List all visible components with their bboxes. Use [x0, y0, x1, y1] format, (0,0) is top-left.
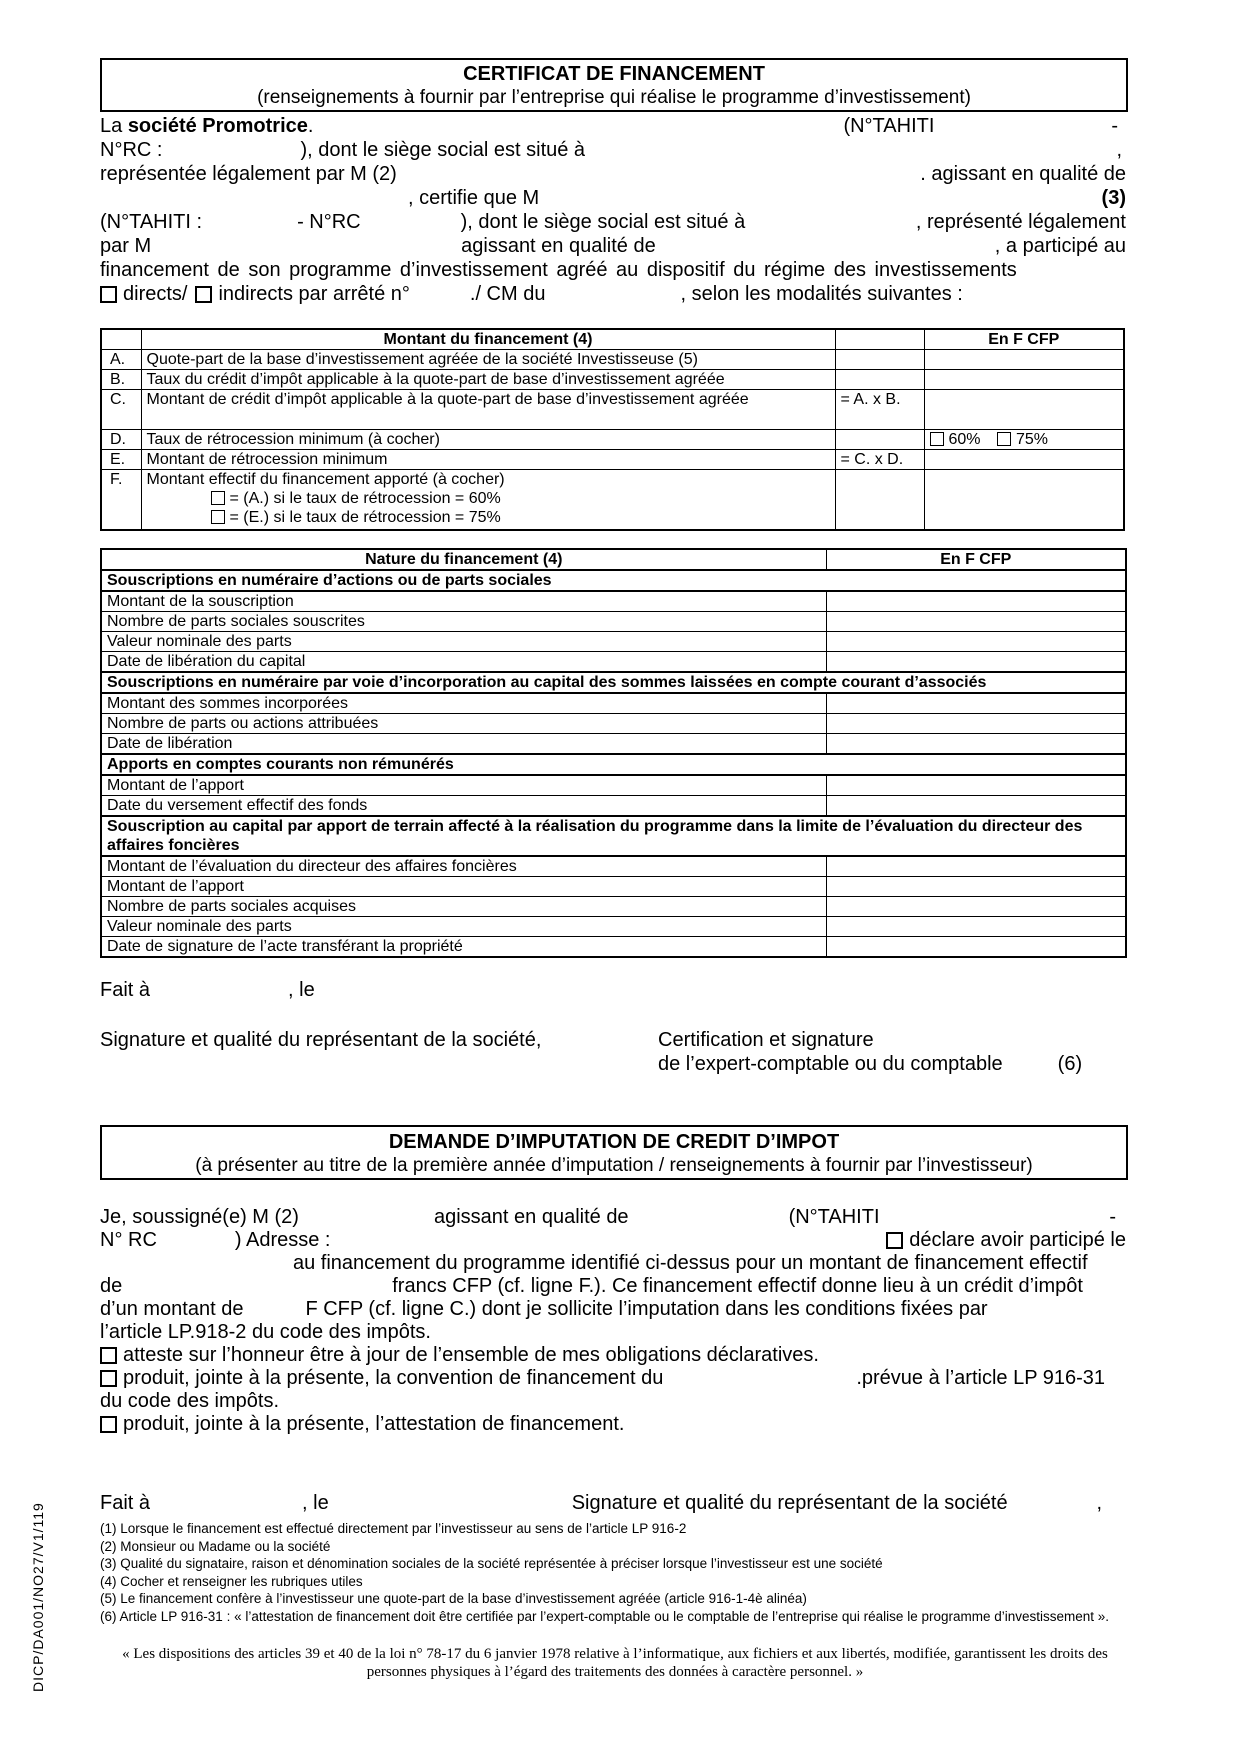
- demande-line-7: [100, 1344, 1130, 1367]
- directs-label: directs/: [123, 283, 188, 305]
- footnote-6: (6) Article LP 916-31 : « l’attestation de financement doit être certifiée par l’expert-comptable ou le comptable de l’entreprise qui réalise le programme d’investissement ».: [100, 1608, 1110, 1624]
- intro-text: financement de son programme d’investissement agréé au dispositif du régime des investissements: [100, 259, 1017, 281]
- nature-item-row: [101, 775, 1126, 796]
- demande-text: au financement du programme identifié ci-dessus pour un montant de financement effectif: [293, 1252, 1088, 1274]
- demande-body: [100, 1206, 1130, 1436]
- row-label: Montant de rétrocession minimum: [141, 450, 835, 470]
- nature-section-label: Souscriptions en numéraire par voie d’incorporation au capital des sommes laissées en compte courant d’associés: [101, 672, 1126, 693]
- nature-row-value-cell[interactable]: [826, 734, 1126, 755]
- row-formula: [835, 470, 924, 530]
- nature-row-value-cell[interactable]: [826, 714, 1126, 734]
- row-formula: [835, 430, 924, 450]
- ntahiti-label: (N°TAHITI: [843, 115, 935, 137]
- nature-row-label: Valeur nominale des parts: [101, 632, 826, 652]
- societe-promotrice-label: société Promotrice: [127, 115, 308, 137]
- retro-75-label: 75%: [1015, 431, 1049, 448]
- nrc-label: N°RC :: [100, 139, 163, 161]
- intro-text: -: [1111, 115, 1118, 137]
- row-letter: E.: [101, 450, 141, 470]
- nature-row-label: Date de libération du capital: [101, 652, 826, 673]
- nature-row-label: Montant de la souscription: [101, 591, 826, 612]
- nature-section-row: [101, 754, 1126, 775]
- footnote-2: (2) Monsieur ou Madame ou la société: [100, 1538, 331, 1554]
- intro-line-8: [100, 282, 1130, 306]
- nature-row-value-cell[interactable]: [826, 917, 1126, 937]
- intro-text: par M: [100, 235, 152, 257]
- currency-header: En F CFP: [924, 329, 1124, 350]
- row-formula: [835, 350, 924, 370]
- demande-line-2: [100, 1229, 1130, 1252]
- table-row-c: [101, 390, 1124, 430]
- demande-line-3: [100, 1252, 1130, 1275]
- demande-fait-a-line: [100, 1491, 1130, 1515]
- nature-item-row: [101, 856, 1126, 877]
- checkbox-convention[interactable]: [100, 1370, 117, 1387]
- nature-row-value-cell[interactable]: [826, 897, 1126, 917]
- signature-left-label: Signature et qualité du représentant de la société,: [100, 1029, 542, 1051]
- demande-line-9: [100, 1390, 1130, 1413]
- nature-row-value-cell[interactable]: [826, 877, 1126, 897]
- intro-text: ), dont le siège social est situé à: [300, 139, 586, 161]
- row-value-cell[interactable]: [924, 470, 1124, 530]
- nature-row-value-cell[interactable]: [826, 775, 1126, 796]
- row-label: Taux de rétrocession minimum (à cocher): [141, 430, 835, 450]
- demande-line-1: [100, 1206, 1130, 1229]
- row-value-cell[interactable]: [924, 390, 1124, 430]
- empty-header-cell: [101, 329, 141, 350]
- nature-item-row: [101, 734, 1126, 755]
- intro-line-1: [100, 114, 1130, 138]
- demande-text: agissant en qualité de: [433, 1206, 629, 1228]
- row-value-cell: [924, 430, 1124, 450]
- table-nature-financement: [100, 548, 1127, 958]
- intro-line-6: [100, 234, 1130, 258]
- row-f-title: Montant effectif du financement apporté (à cocher): [146, 471, 505, 488]
- demande-text: Je, soussigné(e) M (2): [100, 1206, 299, 1228]
- intro-text: agissant en qualité de: [461, 235, 656, 257]
- demande-line-4: [100, 1275, 1130, 1298]
- row-f-option-a-label: = (A.) si le taux de rétrocession = 60%: [229, 490, 501, 507]
- demande-text: de: [100, 1275, 123, 1297]
- nature-row-value-cell[interactable]: [826, 937, 1126, 958]
- intro-text: , certifie que M: [408, 187, 540, 209]
- certificat-header-box: [100, 58, 1128, 112]
- nature-item-row: [101, 632, 1126, 652]
- nature-item-row: [101, 937, 1126, 958]
- intro-line-4: [100, 186, 1130, 210]
- table-montant-financement: [100, 328, 1125, 531]
- table-montant-header-row: [101, 329, 1124, 350]
- ntahiti-label: (N°TAHITI :: [100, 211, 203, 233]
- nrc-label: - N°RC: [297, 211, 361, 233]
- nature-section-label: Apports en comptes courants non rémunérés: [101, 754, 1126, 775]
- row-label: Taux du crédit d’impôt applicable à la quote-part de base d’investissement agréée: [141, 370, 835, 390]
- certificat-fait-a-line: [100, 978, 1130, 1002]
- certificat-intro: [100, 114, 1130, 306]
- checkbox-retro-75[interactable]: [997, 432, 1011, 446]
- declare-label: déclare avoir participé le: [909, 1229, 1126, 1251]
- table-row-a: [101, 350, 1124, 370]
- intro-text: La: [100, 115, 128, 137]
- row-f-option-e-label: = (E.) si le taux de rétrocession = 75%: [229, 509, 501, 526]
- checkbox-atteste[interactable]: [100, 1347, 117, 1364]
- nature-row-label: Nombre de parts sociales acquises: [101, 897, 826, 917]
- row-label: [141, 470, 835, 530]
- nature-row-value-cell[interactable]: [826, 796, 1126, 817]
- intro-text: ,: [1116, 139, 1122, 161]
- demande-text: d’un montant de: [100, 1298, 244, 1320]
- nature-row-label: Montant de l’évaluation du directeur des affaires foncières: [101, 856, 826, 877]
- certification-line-2: de l’expert-comptable ou du comptable: [658, 1053, 1003, 1075]
- nature-row-value-cell[interactable]: [826, 652, 1126, 673]
- certification-line-1: Certification et signature: [658, 1029, 874, 1051]
- convention-label: produit, jointe à la présente, la convention de financement du: [123, 1367, 664, 1389]
- row-value-cell[interactable]: [924, 370, 1124, 390]
- demande-line-8: [100, 1367, 1130, 1390]
- nature-section-label: Souscription au capital par apport de terrain affecté à la réalisation du programme dans la limite de l’évaluation du directeur des affaires foncières: [101, 816, 1126, 856]
- nature-item-row: [101, 612, 1126, 632]
- signature-right-block: [658, 1028, 1082, 1076]
- row-letter: F.: [101, 470, 141, 530]
- nature-row-value-cell[interactable]: [826, 632, 1126, 652]
- nature-item-row: [101, 917, 1126, 937]
- checkbox-directs[interactable]: [100, 286, 117, 303]
- nature-item-row: [101, 877, 1126, 897]
- intro-text: , représenté légalement: [915, 211, 1126, 233]
- table-row-d: [101, 430, 1124, 450]
- ntahiti-label: (N°TAHITI: [788, 1206, 880, 1228]
- nature-section-row: [101, 672, 1126, 693]
- checkbox-declare[interactable]: [886, 1232, 903, 1249]
- checkbox-f-option-e[interactable]: [211, 510, 225, 524]
- nature-row-value-cell[interactable]: [826, 612, 1126, 632]
- row-label: Montant de crédit d’impôt applicable à la quote-part de base d’investissement agréée: [141, 390, 835, 430]
- demande-text: F CFP (cf. ligne C.) dont je sollicite l’imputation dans les conditions fixées par: [305, 1298, 988, 1320]
- atteste-label: atteste sur l’honneur être à jour de l’ensemble de mes obligations déclaratives.: [123, 1344, 819, 1366]
- footnote-3: (3) Qualité du signataire, raison et dénomination sociales de la société représentée à préciser lorsque l’investisseur est une société: [100, 1556, 883, 1571]
- nature-row-value-cell[interactable]: [826, 856, 1126, 877]
- fait-a-label: Fait à: [100, 979, 151, 1001]
- nature-row-label: Date du versement effectif des fonds: [101, 796, 826, 817]
- demande-text: -: [1109, 1206, 1116, 1228]
- footnote-1: (1) Lorsque le financement est effectué directement par l’investisseur au sens de l’article LP 916-2: [100, 1521, 687, 1536]
- demande-line-5: [100, 1298, 1130, 1321]
- demande-line-6: [100, 1321, 1130, 1344]
- demande-text: .prévue à l’article LP 916-31: [856, 1367, 1105, 1389]
- intro-text: représentée légalement par M (2): [100, 163, 397, 185]
- demande-line-10: [100, 1413, 1130, 1436]
- intro-text: , selon les modalités suivantes :: [680, 283, 963, 305]
- certificat-title: CERTIFICAT DE FINANCEMENT: [463, 63, 765, 85]
- row-letter: B.: [101, 370, 141, 390]
- row-formula: = C. x D.: [835, 450, 924, 470]
- row-f-option-a: [147, 489, 830, 508]
- nature-item-row: [101, 714, 1126, 734]
- nature-row-label: Montant des sommes incorporées: [101, 693, 826, 714]
- retro-60-label: 60%: [948, 431, 981, 448]
- nature-row-label: Valeur nominale des parts: [101, 917, 826, 937]
- adresse-label: ) Adresse :: [234, 1229, 331, 1251]
- intro-text: ), dont le siège social est situé à: [460, 211, 746, 233]
- nature-row-value-cell[interactable]: [826, 591, 1126, 612]
- nature-item-row: [101, 591, 1126, 612]
- demande-text: ,: [1096, 1492, 1102, 1514]
- row-formula: [835, 370, 924, 390]
- intro-text: , a participé au: [994, 235, 1126, 257]
- intro-line-7: [100, 258, 1130, 282]
- footnote-4: (4) Cocher et renseigner les rubriques utiles: [100, 1573, 363, 1589]
- row-letter: D.: [101, 430, 141, 450]
- table-montant-title: Montant du financement (4): [141, 329, 835, 350]
- nature-row-label: Montant de l’apport: [101, 877, 826, 897]
- intro-text: .: [307, 115, 314, 137]
- intro-line-3: [100, 162, 1130, 186]
- checkbox-attestation[interactable]: [100, 1416, 117, 1433]
- table-row-f: [101, 470, 1124, 530]
- checkbox-retro-60[interactable]: [930, 432, 944, 446]
- nature-row-label: Montant de l’apport: [101, 775, 826, 796]
- row-letter: C.: [101, 390, 141, 430]
- nature-row-label: Date de libération: [101, 734, 826, 755]
- nature-item-row: [101, 693, 1126, 714]
- demande-text: francs CFP (cf. ligne F.). Ce financement effectif donne lieu à un crédit d’impôt: [392, 1275, 1083, 1297]
- demande-subtitle: (à présenter au titre de la première année d’imputation / renseignements à fournir par l’investisseur): [195, 1155, 1033, 1176]
- demande-text: l’article LP.918-2 du code des impôts.: [100, 1321, 431, 1343]
- certificat-subtitle: (renseignements à fournir par l’entreprise qui réalise le programme d’investissement): [257, 87, 971, 108]
- nature-row-label: Nombre de parts ou actions attribuées: [101, 714, 826, 734]
- nature-item-row: [101, 897, 1126, 917]
- nature-item-row: [101, 652, 1126, 673]
- certificat-signature-row: [100, 1028, 1130, 1076]
- nature-section-row: [101, 570, 1126, 591]
- demande-header-box: [100, 1125, 1128, 1180]
- fait-a-label: Fait à: [100, 1492, 151, 1514]
- checkbox-indirects[interactable]: [195, 286, 212, 303]
- le-label: , le: [288, 979, 315, 1001]
- intro-text: ./ CM du: [469, 283, 546, 305]
- indirects-label: indirects par arrêté n°: [218, 283, 410, 305]
- nature-item-row: [101, 796, 1126, 817]
- document-reference-code: DICP/DA001/NO27/V1/119: [30, 1502, 46, 1692]
- checkbox-f-option-a[interactable]: [211, 491, 225, 505]
- table-nature-header-row: [101, 549, 1126, 570]
- nature-section-label: Souscriptions en numéraire d’actions ou de parts sociales: [101, 570, 1126, 591]
- table-row-b: [101, 370, 1124, 390]
- demande-title: DEMANDE D’IMPUTATION DE CREDIT D’IMPOT: [388, 1131, 840, 1153]
- row-formula: = A. x B.: [835, 390, 924, 430]
- footnotes: [100, 1520, 1130, 1625]
- signature-label: Signature et qualité du représentant de la société: [571, 1492, 1008, 1514]
- nature-row-label: Date de signature de l’acte transférant la propriété: [101, 937, 826, 958]
- attestation-label: produit, jointe à la présente, l’attestation de financement.: [123, 1413, 625, 1435]
- intro-line-5: [100, 210, 1130, 234]
- demande-text: du code des impôts.: [100, 1390, 279, 1412]
- intro-line-2: [100, 138, 1130, 162]
- nrc-label: N° RC: [100, 1229, 157, 1251]
- currency-header: En F CFP: [826, 549, 1126, 570]
- nature-row-label: Nombre de parts sociales souscrites: [101, 612, 826, 632]
- table-row-e: [101, 450, 1124, 470]
- intro-text: . agissant en qualité de: [920, 163, 1126, 185]
- privacy-notice: « Les dispositions des articles 39 et 40 de la loi n° 78-17 du 6 janvier 1978 relative à l’informatique, aux fichiers et aux libertés, modifiée, garantissent les droits des personnes physiques à l’égard des traitements des données à caractère personnel. »: [122, 1646, 1108, 1680]
- row-letter: A.: [101, 350, 141, 370]
- row-label: Quote-part de la base d’investissement agréée de la société Investisseuse (5): [141, 350, 835, 370]
- footnote-ref-3: (3): [1101, 187, 1126, 209]
- le-label: , le: [302, 1492, 329, 1514]
- footnote-ref-6: (6): [1057, 1053, 1083, 1075]
- footnote-5: (5) Le financement confère à l’investisseur une quote-part de la base d’investissement agréée (article 916-1-4è alinéa): [100, 1591, 807, 1606]
- row-value-cell[interactable]: [924, 350, 1124, 370]
- empty-header-cell: [835, 329, 924, 350]
- nature-section-row: [101, 816, 1126, 856]
- nature-row-value-cell[interactable]: [826, 693, 1126, 714]
- table-nature-title: Nature du financement (4): [101, 549, 826, 570]
- row-f-option-e: [147, 508, 830, 527]
- row-value-cell[interactable]: [924, 450, 1124, 470]
